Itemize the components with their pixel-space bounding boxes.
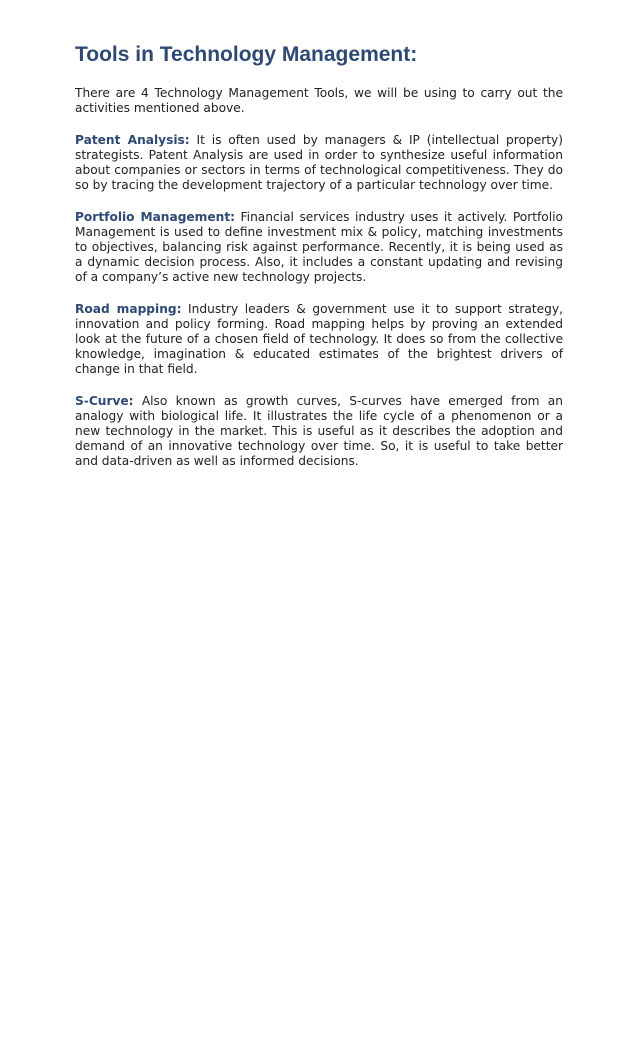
portfolio-management-text: Financial services industry uses it actively. Portfolio Management is used to define investment mix & policy, matching investments to objectives, balancing risk against performance. Recently, it is being used as a dynamic decision process. Also, it includes a constant updating and revising of a company’s active new technology projects. [75,210,563,284]
patent-analysis-paragraph [75,133,563,193]
patent-analysis-text: It is often used by managers & IP (intellectual property) strategists. Patent Analysis are used in order to synthesize useful information about companies or sectors in terms of technological competitiveness. They do so by tracing the development trajectory of a particular technology over time. [75,133,563,192]
portfolio-management-paragraph [75,210,563,285]
intro-paragraph: There are 4 Technology Management Tools, we will be using to carry out the activities mentioned above. [75,86,563,115]
s-curve-term: S-Curve: [75,394,134,408]
patent-analysis-term: Patent Analysis: [75,133,190,147]
road-mapping-term: Road mapping: [75,302,182,316]
portfolio-management-term: Portfolio Management: [75,210,236,224]
road-mapping-text: Industry leaders & government use it to support strategy, innovation and policy forming. Road mapping helps by proving an extended look at the future of a chosen field of technology. It does so from the collective knowledge, imagination & educated estimates of the brightest drivers of change in that field. [75,302,564,376]
s-curve-text: Also known as growth curves, S-curves have emerged from an analogy with biological life. It illustrates the life cycle of a phenomenon or a new technology in the market. This is useful as it describes the adoption and demand of an innovative technology over time. So, it is useful to take better and data-driven as well as informed decisions. [75,394,563,468]
road-mapping-paragraph [75,302,563,377]
s-curve-paragraph [75,394,563,469]
document-page [75,40,563,486]
page-title: Tools in Technology Management: [75,43,418,66]
